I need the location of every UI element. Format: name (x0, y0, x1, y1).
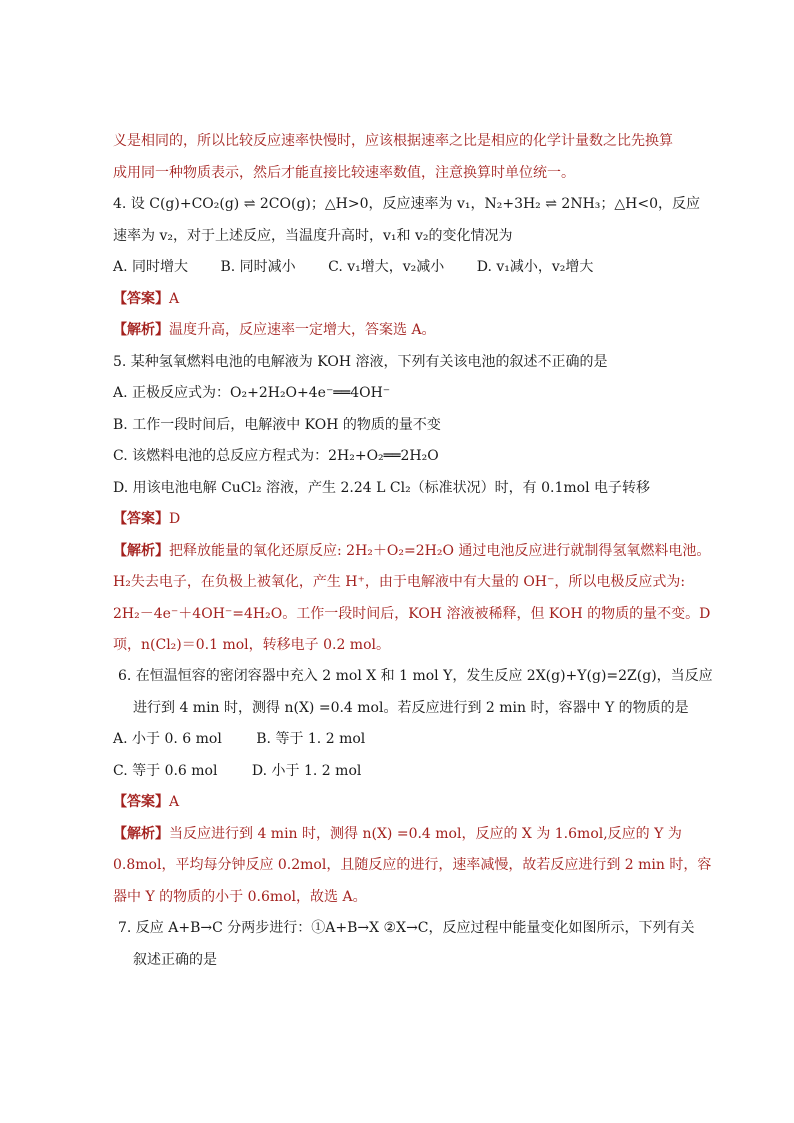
question-5-explanation-line-4: 项，n(Cl₂)＝0.1 mol，转移电子 0.2 mol。 (113, 637, 390, 653)
question-6-option-a: A. 小于 0. 6 mol (113, 731, 222, 747)
answer-tag: 【答案】 (113, 794, 169, 810)
question-4-options (113, 257, 621, 277)
question-6-stem-line-1: 6. 在恒温恒容的密闭容器中充入 2 mol X 和 1 mol Y，发生反应 2X(g)+Y(g)=2Z(g)，当反应 (118, 668, 713, 684)
explanation-text: 把释放能量的氧化还原反应: 2H₂＋O₂=2H₂O 通过电池反应进行就制得氢氧燃料电池。 (169, 543, 711, 559)
question-6-explanation-line-3: 器中 Y 的物质的小于 0.6mol，故选 A。 (113, 889, 367, 905)
explanation-tag: 【解析】 (113, 543, 169, 559)
question-7-stem-line-2: 叙述正确的是 (133, 952, 217, 968)
explanation-tag: 【解析】 (113, 826, 169, 842)
question-5-option-c: C. 该燃料电池的总反应方程式为：2H₂+O₂══2H₂O (113, 448, 439, 464)
question-5-stem: 5. 某种氢氧燃料电池的电解液为 KOH 溶液，下列有关该电池的叙述不正确的是 (113, 354, 608, 370)
explanation-continued-line-1: 义是相同的，所以比较反应速率快慢时，应该根据速率之比是相应的化学计量数之比先换算 (113, 133, 673, 149)
answer-value: D (169, 511, 181, 527)
question-6-answer (113, 792, 179, 812)
question-5-explanation-line-1 (113, 541, 710, 561)
question-6-option-d: D. 小于 1. 2 mol (251, 763, 362, 779)
question-4-option-a: A. 同时增大 (113, 259, 189, 275)
answer-value: A (169, 291, 180, 307)
question-6-explanation-line-1 (113, 824, 682, 844)
explanation-text: 温度升高，反应速率一定增大，答案选 A。 (169, 322, 436, 338)
question-4-answer (113, 289, 179, 309)
question-4-option-c: C. v₁增大，v₂减小 (328, 259, 445, 275)
question-4-stem-line-2: 速率为 v₂，对于上述反应，当温度升高时，v₁和 v₂的变化情况为 (113, 228, 513, 244)
question-6-stem-line-2: 进行到 4 min 时，测得 n(X) =0.4 mol。若反应进行到 2 min 时，容器中 Y 的物质的是 (133, 700, 689, 716)
question-6-options-row-2 (113, 761, 391, 781)
question-6-explanation-line-2: 0.8mol，平均每分钟反应 0.2mol，且随反应的进行，速率减慢，故若反应进行到 2 min 时，容 (113, 857, 712, 873)
question-4-stem-line-1: 4. 设 C(g)+CO₂(g) ⇌ 2CO(g)；△H>0，反应速率为 v₁，N₂+3H₂ ⇌ 2NH₃；△H<0，反应 (113, 196, 701, 212)
explanation-text: 当反应进行到 4 min 时，测得 n(X) =0.4 mol，反应的 X 为 1.6mol,反应的 Y 为 (169, 826, 682, 842)
answer-tag: 【答案】 (113, 291, 169, 307)
question-7-stem-line-1: 7. 反应 A+B→C 分两步进行：①A+B→X ②X→C，反应过程中能量变化如图所示，下列有关 (118, 920, 695, 936)
answer-tag: 【答案】 (113, 511, 169, 527)
question-5-answer (113, 509, 180, 529)
question-6-option-c: C. 等于 0.6 mol (113, 763, 218, 779)
question-5-option-d: D. 用该电池电解 CuCl₂ 溶液，产生 2.24 L Cl₂（标准状况）时，有 0.1mol 电子转移 (113, 480, 651, 496)
question-5-explanation-line-2: H₂失去电子，在负极上被氧化，产生 H⁺，由于电解液中有大量的 OH⁻，所以电极反应式为: (113, 574, 686, 590)
question-5-option-a: A. 正极反应式为：O₂+2H₂O+4e⁻══4OH⁻ (113, 385, 391, 401)
explanation-continued-line-2: 成用同一种物质表示，然后才能直接比较速率数值，注意换算时单位统一。 (113, 165, 575, 181)
question-4-option-d: D. v₁减小，v₂增大 (476, 259, 594, 275)
question-5-option-b: B. 工作一段时间后，电解液中 KOH 的物质的量不变 (113, 417, 441, 433)
question-4-explanation (113, 320, 436, 340)
question-5-explanation-line-3: 2H₂－4e⁻＋4OH⁻=4H₂O。工作一段时间后，KOH 溶液被稀释，但 KOH 的物质的量不变。D (113, 606, 711, 622)
explanation-tag: 【解析】 (113, 322, 169, 338)
question-4-option-b: B. 同时减小 (220, 259, 296, 275)
question-6-options-row-1 (113, 729, 395, 749)
answer-value: A (169, 794, 180, 810)
question-6-option-b: B. 等于 1. 2 mol (256, 731, 366, 747)
